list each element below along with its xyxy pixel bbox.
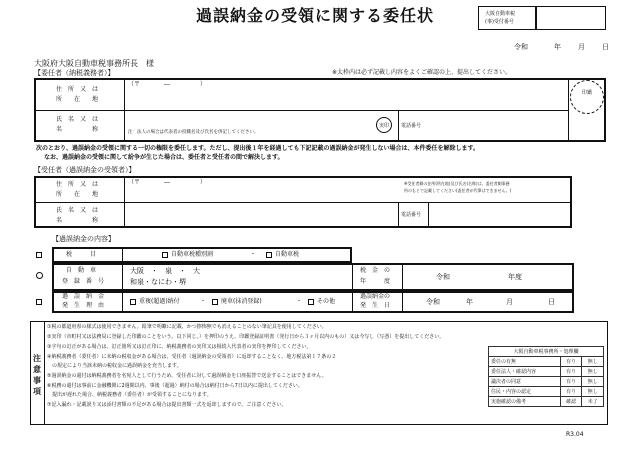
caution-title-1: 注 — [33, 354, 41, 363]
vehicle-divider-3 — [402, 264, 403, 290]
caution-4: ④納税義務者（委任者）に未納の税収金がある場合は、受任者（過誤納金の受領者）に返却することなく、地方税法第１７条の２ — [47, 354, 337, 360]
reason-checkbox-2[interactable] — [212, 299, 218, 305]
caution-title-3: 事 — [33, 376, 41, 385]
office-row-no[interactable]: 無し — [582, 367, 604, 377]
occurrence-date-label-1: 過誤納金の — [360, 293, 391, 300]
tax-item-sep: ・ — [250, 251, 257, 258]
reason-option-2: 廃車(抹消登録) — [221, 298, 262, 305]
office-row-yes[interactable]: 有り — [560, 357, 582, 367]
delegator-address-label-2: 所 在 地 — [56, 96, 99, 103]
delegator-postal[interactable]: （〒 ― ） — [128, 81, 207, 88]
vehicle-region-2: 和泉・なにわ・堺 — [130, 278, 186, 286]
caution-4b: の規定により当該未納の税収金に過誤納金を充当します。 — [47, 363, 182, 369]
fiscal-suffix: 年度 — [508, 273, 522, 281]
caution-title-4: 項 — [33, 387, 41, 396]
delegator-address-label-1: 住 所 又 は — [56, 86, 99, 93]
caution-5: ⑤過誤納金の還付は納税義務者を名宛人として行うため、受任者に対して過誤納金を口座振替で送金することはできません。 — [47, 373, 327, 379]
delegatee-note-2: 所のもとで記載してください(委任者が代筆はできません。) — [404, 188, 512, 193]
reason-sep-2: ・ — [296, 298, 303, 305]
delegatee-name-label-1: 氏 名 又 は — [56, 207, 99, 214]
office-row-label: 議決者の同意 — [489, 377, 561, 387]
delegator-phone-label: 電話番号 — [401, 123, 422, 129]
table-row — [489, 387, 604, 397]
caution-6: ⑥税務の還付は事前に金融機関に2週間以内、事後（超過）納付の場合は納付日から7日以内に提出してください。 — [47, 383, 303, 389]
occurrence-day: 日 — [548, 298, 555, 306]
office-box-line1: 大阪自動車税 — [485, 11, 516, 17]
reason-divider-3 — [402, 292, 403, 312]
table-row — [489, 377, 604, 387]
tax-item-option-1: 自動車税種別割 — [171, 251, 214, 258]
office-row-yes[interactable]: 有り — [560, 377, 582, 387]
delegator-section-title: 【委任者（納税義務者）】 — [34, 69, 115, 77]
caution-6b: 提出が遅れた場合、納税義務者（委任者）が受領することになります。 — [47, 392, 212, 398]
delegator-phone-divider — [398, 111, 399, 141]
delegatee-address-label-1: 住 所 又 は — [56, 181, 99, 188]
reason-sep-1: ・ — [200, 298, 207, 305]
caution-7: ⑦記入漏れ・記載誤り又は添付書類の不足がある場合は提出書類一式を返却しますので、ご注意ください。 — [47, 402, 287, 408]
caution-3: ③字句の訂正がある場合は、訂正箇所又は訂正印に、納税義務者の実印又は相続人代表者の実印を押印してください。 — [47, 344, 312, 350]
delegatee-row-divider — [35, 202, 571, 203]
date-era: 令和 — [514, 43, 528, 51]
tax-item-option-2: 自動車税 — [275, 251, 300, 258]
fiscal-label-2: 年 度 — [360, 278, 391, 285]
office-row-no[interactable]: 無し — [582, 377, 604, 387]
occurrence-date-label-2: 発 生 日 — [360, 302, 391, 309]
delegator-stamp-divider — [568, 79, 569, 141]
tax-item-checkbox-1[interactable] — [162, 252, 168, 258]
caution-2: ②実印（市町村又は法務局に登録した印鑑のことをいう。以下同じ。）を押印のうえ、印鑑登録証明書（発行日から３ヶ月以内のもの）又は今写し（写憑）を提出してください。 — [47, 334, 445, 340]
office-table-header-row — [489, 347, 604, 357]
date-day: 日 — [602, 43, 609, 51]
table-row — [489, 367, 604, 377]
vehicle-divider-1 — [122, 264, 123, 290]
office-table-header: 大阪自動車税事務所・処理欄 — [489, 347, 604, 357]
delegatee-postal[interactable]: （〒 ― ） — [128, 179, 207, 186]
table-row — [489, 397, 604, 407]
occurrence-year: 年 — [466, 298, 473, 306]
reason-row-mark — [36, 299, 42, 305]
required-notice: ※太枠内は必ず記載し内容をよくご確認の上、提出してください。 — [332, 69, 512, 76]
addressee: 大阪府大阪自動車税事務所長 様 — [34, 59, 154, 68]
reason-option-3: その他 — [317, 298, 336, 305]
reason-divider-1 — [122, 292, 123, 312]
reason-label-2: 発 生 理 由 — [62, 302, 105, 309]
seal-label: 実印 — [378, 122, 389, 129]
office-row-no[interactable]: 無し — [582, 357, 604, 367]
caution-1: ①税の都道府県の様式は使用できません。鉛筆で明瞭に記載、かつ擦怖無でも消えることのない筆記具を使用してください。 — [47, 324, 327, 330]
office-row-no[interactable]: 未了 — [582, 397, 604, 407]
delegatee-phone-split — [428, 203, 429, 227]
reason-checkbox-1[interactable] — [130, 299, 136, 305]
vehicle-label-2: 登 録 番 号 — [62, 278, 105, 285]
delegatee-address-label-2: 所 在 地 — [56, 191, 99, 198]
reason-divider-2 — [352, 292, 353, 312]
declaration-line-1: 次のとおり、過誤納金の受領に関する一切の権限を委任します。ただし、提出後１年を経過しても下記記載の過誤納金が発生しない場合は、本件委任を解除します。 — [36, 145, 480, 152]
delegator-name-label-2: 名 称 — [56, 126, 99, 133]
office-processing-table — [488, 346, 604, 407]
tax-item-label: 税 目 — [66, 251, 97, 258]
tax-row-mark — [36, 252, 42, 258]
declaration-line-2: なお、過誤納金の受領に関して紛争が生じた場合は、委任者と受任者の間で解決します。 — [44, 154, 284, 161]
table-row — [489, 357, 604, 367]
jitsuin-seal-mark — [376, 117, 392, 133]
vehicle-row-mark — [36, 272, 43, 279]
inkan-stamp-circle[interactable] — [570, 80, 604, 114]
office-row-yes[interactable]: 確認 — [560, 397, 582, 407]
office-box-line2: (事)受付番号 — [485, 19, 514, 25]
page-title: 過誤納金の受領に関する委任状 — [196, 6, 435, 25]
delegator-row-divider — [35, 110, 569, 111]
delegator-name-label-1: 氏 名 又 は — [56, 116, 99, 123]
date-month: 月 — [578, 43, 585, 51]
details-section-title: 【過誤納金の内容】 — [52, 235, 115, 243]
fiscal-label-1: 税 金 の — [360, 267, 391, 274]
caution-title-2: 意 — [33, 365, 41, 374]
delegatee-name-label-2: 名 称 — [56, 217, 99, 224]
fiscal-era: 令和 — [436, 273, 450, 281]
occurrence-era: 令和 — [426, 298, 440, 306]
reason-checkbox-3[interactable] — [308, 299, 314, 305]
office-row-no[interactable]: 無し — [582, 387, 604, 397]
delegatee-section-title: 【受任者（過誤納金の受領者）】 — [34, 166, 136, 174]
office-row-label: 委任法人・確認内容 — [489, 367, 561, 377]
office-reception-number[interactable] — [536, 6, 606, 30]
vehicle-region-1: 大阪 ・ 泉 ・ 大 — [130, 267, 200, 275]
tax-item-divider — [122, 248, 123, 262]
tax-item-checkbox-2[interactable] — [266, 252, 272, 258]
office-row-label: 委任の有無 — [489, 357, 561, 367]
reason-label-1: 過 誤 納 金 — [62, 293, 105, 300]
delegatee-phone-label: 電話番号 — [401, 212, 422, 218]
delegatee-note-1: ※受任者側の住所(所在地)及び氏名(名称)は、委任者側事務 — [404, 181, 510, 186]
caution-title-divider — [44, 322, 45, 424]
vehicle-divider-2 — [352, 264, 353, 290]
office-reception-box — [478, 6, 536, 30]
office-row-yes[interactable]: 有り — [560, 367, 582, 377]
inkan-label: 印鑑 — [581, 90, 592, 96]
form-code: R3.04 — [566, 431, 584, 438]
delegatee-phone-divider — [398, 203, 399, 227]
delegator-corp-note: 注：法人の場合は代表者の役職名及び氏名を併記してください。 — [128, 130, 259, 135]
reason-option-1: 重複(超過)納付 — [139, 298, 180, 305]
vehicle-label-1: 自 動 車 — [66, 267, 97, 274]
office-row-label: 住民・内容の認定 — [489, 387, 561, 397]
office-row-label: 実施確認の備考 — [489, 397, 561, 407]
office-row-yes[interactable]: 有り — [560, 387, 582, 397]
date-year: 年 — [554, 43, 561, 51]
occurrence-month: 月 — [506, 298, 513, 306]
